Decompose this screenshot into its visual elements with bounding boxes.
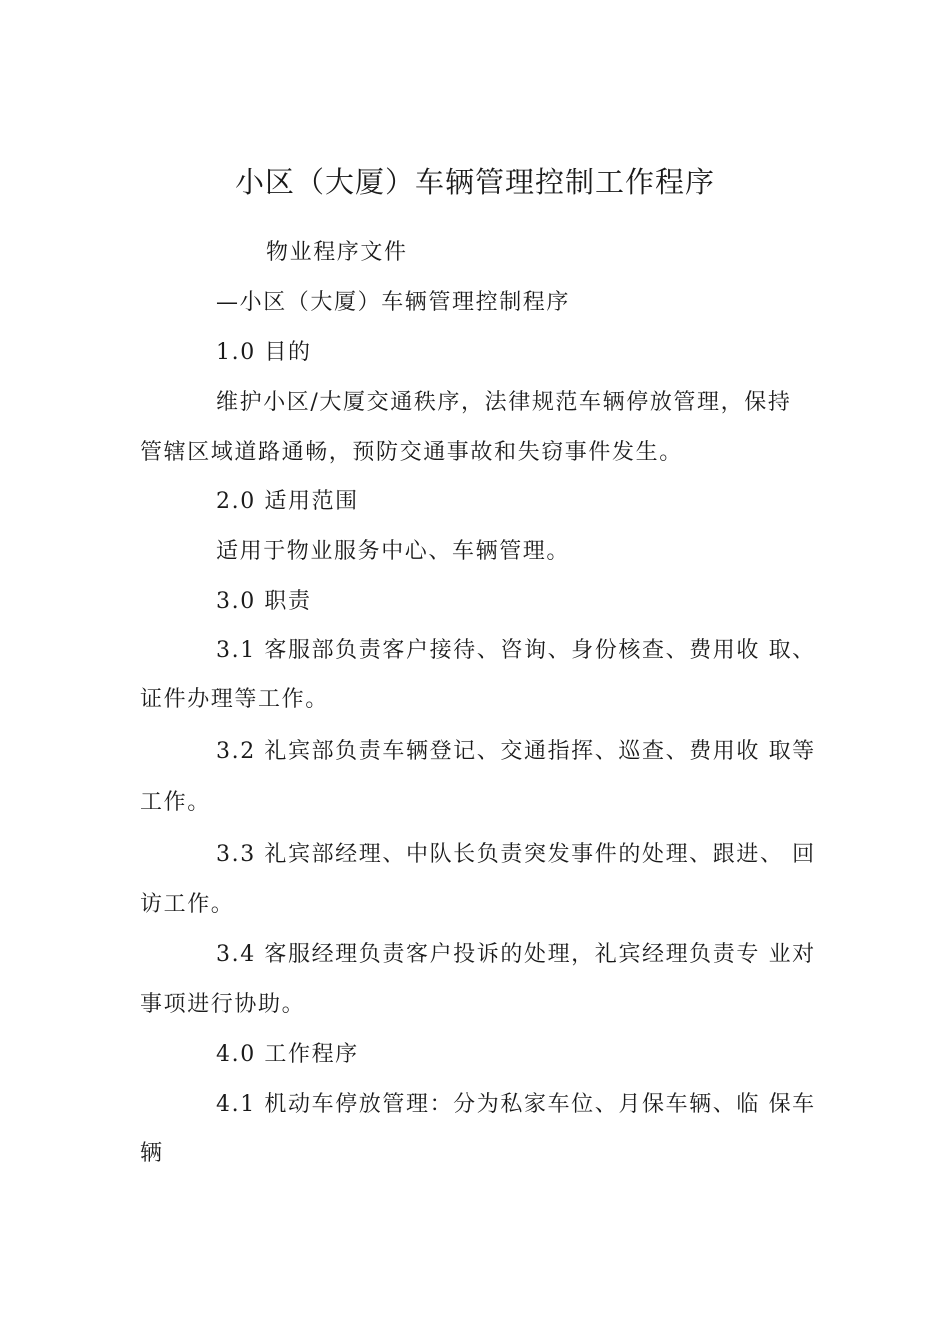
paragraph-line: 工作。 [140,790,211,815]
section-heading-2: 2.0 适用范围 [216,489,359,514]
paragraph-line: 3.1 客服部负责客户接待、咨询、身份核查、费用收 取、 [216,638,816,663]
document-title: 小区（大厦）车辆管理控制工作程序 [234,165,715,199]
doc-subtitle: 物业程序文件 [266,240,408,265]
section-heading-4: 4.0 工作程序 [216,1042,359,1067]
doc-program-name: —小区（大厦）车辆管理控制程序 [216,290,571,315]
paragraph-line: 事项进行协助。 [140,992,306,1017]
paragraph-line: 4.1 机动车停放管理：分为私家车位、月保车辆、临 保车 [216,1092,816,1117]
paragraph-line: 3.3 礼宾部经理、中队长负责突发事件的处理、跟进、 回 [216,842,816,867]
paragraph-line: 3.2 礼宾部负责车辆登记、交通指挥、巡查、费用收 取等 [216,739,816,764]
section-heading-1: 1.0 目的 [216,340,312,365]
paragraph-line: 管辖区域道路通畅，预防交通事故和失窃事件发生。 [140,440,683,465]
paragraph-line: 3.4 客服经理负责客户投诉的处理，礼宾经理负责专 业对 [216,942,816,967]
paragraph-line: 证件办理等工作。 [140,687,329,712]
section-heading-3: 3.0 职责 [216,589,312,614]
paragraph-line: 适用于物业服务中心、车辆管理。 [216,539,571,564]
paragraph-line: 辆 [140,1141,164,1166]
paragraph-line: 访工作。 [140,892,235,917]
paragraph-line: 维护小区/大厦交通秩序，法律规范车辆停放管理，保持 [216,390,792,415]
